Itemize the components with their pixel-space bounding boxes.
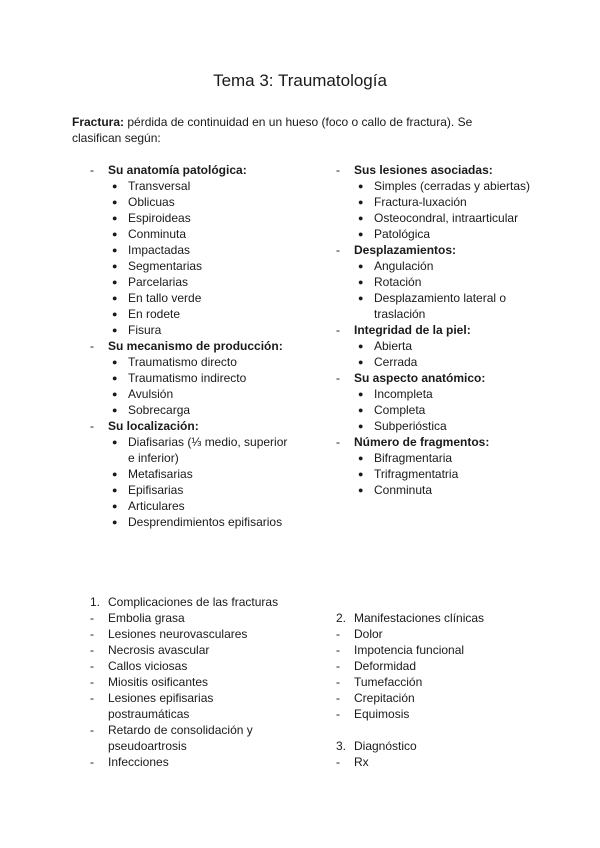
- bullet-icon: ●: [358, 181, 364, 191]
- bullet-item: [90, 226, 290, 242]
- list-item-text: Dolor: [354, 627, 383, 641]
- bullet-text: Fisura: [128, 323, 162, 337]
- bullet-text: Epifisarias: [128, 483, 184, 497]
- bullet-text: Trifragmentatria: [374, 467, 459, 481]
- list-item: [336, 674, 536, 690]
- dash-marker: -: [90, 675, 94, 689]
- dash-marker: -: [90, 339, 94, 353]
- list-item: [336, 642, 536, 658]
- category-label: Sus lesiones asociadas:: [354, 163, 493, 177]
- list-item: [336, 690, 536, 706]
- bullet-item: [90, 322, 290, 338]
- category-label: Integridad de la piel:: [354, 323, 471, 337]
- section-diagnostico: [336, 738, 536, 770]
- bullet-item: [90, 402, 290, 418]
- bullet-item: [90, 482, 290, 498]
- bullet-text: En tallo verde: [128, 291, 202, 305]
- dash-marker: -: [336, 707, 340, 721]
- bullet-text: Traumatismo directo: [128, 355, 237, 369]
- bullet-item: [90, 386, 290, 402]
- bullet-item: [336, 274, 536, 290]
- bullet-item: [90, 274, 290, 290]
- section-heading: [336, 738, 536, 754]
- list-item-text: Miositis osificantes: [108, 675, 209, 689]
- dash-marker: -: [90, 755, 94, 769]
- page-title: Tema 3: Traumatología: [213, 71, 387, 90]
- bullet-icon: ●: [358, 357, 364, 367]
- dash-marker: -: [90, 163, 94, 177]
- bullet-text: Osteocondral, intraarticular: [374, 211, 519, 225]
- bullet-text: Rotación: [374, 275, 422, 289]
- category-row: [90, 162, 290, 178]
- list-item-text: Tumefacción: [354, 675, 423, 689]
- bullet-text: Parcelarias: [128, 275, 189, 289]
- bullet-text: Diafisarias (⅓ medio, superior e inferior): [128, 435, 288, 465]
- bullet-text: Articulares: [128, 499, 185, 513]
- category-label: Número de fragmentos:: [354, 435, 490, 449]
- dash-marker: -: [90, 627, 94, 641]
- bullet-item: [336, 450, 536, 466]
- dash-marker: -: [336, 163, 340, 177]
- bullet-text: Fractura-luxación: [374, 195, 467, 209]
- dash-marker: -: [336, 627, 340, 641]
- list-item: [90, 690, 290, 722]
- bullet-icon: ●: [358, 405, 364, 415]
- list-item-text: Equimosis: [354, 707, 410, 721]
- dash-marker: -: [336, 243, 340, 257]
- category-label: Su localización:: [108, 419, 199, 433]
- bullet-text: Desprendimientos epifisarios: [128, 515, 283, 529]
- bullet-text: Oblicuas: [128, 195, 175, 209]
- dash-marker: -: [336, 755, 340, 769]
- bullet-icon: ●: [112, 261, 118, 271]
- bullet-icon: ●: [358, 229, 364, 239]
- bullet-item: [90, 514, 290, 530]
- bullet-icon: ●: [358, 341, 364, 351]
- category-row: [90, 338, 290, 354]
- bullet-item: [336, 402, 536, 418]
- dash-marker: -: [336, 371, 340, 385]
- bullet-item: [90, 194, 290, 210]
- bullet-icon: ●: [112, 437, 118, 447]
- bullet-item: [336, 482, 536, 498]
- category-label: Su anatomía patológica:: [108, 163, 247, 177]
- list-item-text: Lesiones neurovasculares: [108, 627, 248, 641]
- dash-marker: -: [90, 723, 94, 737]
- bullet-text: Avulsión: [128, 387, 174, 401]
- category-label: Su mecanismo de producción:: [108, 339, 283, 353]
- bullet-text: Subperióstica: [374, 419, 447, 433]
- left-classification-column: [90, 162, 290, 530]
- section-title: Diagnóstico: [354, 739, 417, 753]
- bullet-icon: ●: [112, 405, 118, 415]
- bullet-item: [336, 290, 536, 322]
- list-item: [336, 626, 536, 642]
- bullet-item: [90, 290, 290, 306]
- bullet-item: [336, 418, 536, 434]
- dash-marker: -: [336, 659, 340, 673]
- bullet-icon: ●: [112, 501, 118, 511]
- bullet-item: [90, 306, 290, 322]
- section-heading: [90, 594, 290, 610]
- bullet-text: Conminuta: [128, 227, 187, 241]
- list-item: [336, 754, 536, 770]
- section-number: 1.: [90, 595, 101, 609]
- bullet-item: [336, 354, 536, 370]
- bullet-item: [90, 178, 290, 194]
- bullet-item: [90, 258, 290, 274]
- intro-paragraph: [72, 114, 512, 146]
- dash-marker: -: [336, 691, 340, 705]
- list-item-text: Necrosis avascular: [108, 643, 210, 657]
- bullet-icon: ●: [358, 485, 364, 495]
- category-row: [336, 162, 536, 178]
- bullet-text: Abierta: [374, 339, 413, 353]
- bullet-icon: ●: [112, 373, 118, 383]
- list-item-text: Impotencia funcional: [354, 643, 465, 657]
- intro-term: Fractura:: [72, 115, 125, 129]
- bullet-text: Traumatismo indirecto: [128, 371, 247, 385]
- bullet-item: [90, 466, 290, 482]
- bullet-icon: ●: [358, 277, 364, 287]
- bullet-icon: ●: [112, 197, 118, 207]
- bullet-icon: ●: [112, 325, 118, 335]
- bullet-text: Desplazamiento lateral o traslación: [374, 291, 507, 321]
- bullet-text: Impactadas: [128, 243, 191, 257]
- bullet-item: [336, 178, 536, 194]
- bullet-icon: ●: [112, 277, 118, 287]
- bullet-text: Conminuta: [374, 483, 433, 497]
- bullet-text: Simples (cerradas y abiertas): [374, 179, 531, 193]
- bullet-item: [336, 386, 536, 402]
- bullet-text: Sobrecarga: [128, 403, 191, 417]
- bullet-text: Angulación: [374, 259, 434, 273]
- bullet-text: Bifragmentaria: [374, 451, 453, 465]
- bullet-icon: ●: [358, 197, 364, 207]
- bullet-item: [90, 354, 290, 370]
- list-item-text: Embolia grasa: [108, 611, 185, 625]
- bullet-icon: ●: [112, 389, 118, 399]
- category-row: [336, 370, 536, 386]
- bullet-icon: ●: [358, 261, 364, 271]
- bullet-text: Patológica: [374, 227, 431, 241]
- bullet-icon: ●: [358, 213, 364, 223]
- bullet-icon: ●: [112, 517, 118, 527]
- bullet-item: [336, 466, 536, 482]
- bullet-icon: ●: [112, 485, 118, 495]
- dash-marker: -: [90, 659, 94, 673]
- bullet-icon: ●: [358, 293, 364, 303]
- category-row: [336, 242, 536, 258]
- dash-marker: -: [336, 643, 340, 657]
- section-number: 2.: [336, 611, 347, 625]
- bullet-item: [336, 194, 536, 210]
- list-item: [336, 706, 536, 722]
- category-row: [90, 418, 290, 434]
- section-manifestaciones: [336, 610, 536, 722]
- dash-marker: -: [90, 611, 94, 625]
- bullet-item: [336, 258, 536, 274]
- bullet-icon: ●: [112, 293, 118, 303]
- bullet-icon: ●: [112, 229, 118, 239]
- dash-marker: -: [90, 643, 94, 657]
- list-item: [90, 610, 290, 626]
- list-item: [90, 642, 290, 658]
- right-classification-column: [336, 162, 536, 498]
- bullet-text: Espiroideas: [128, 211, 191, 225]
- bullet-item: [336, 338, 536, 354]
- bullet-text: En rodete: [128, 307, 181, 321]
- bullet-item: [90, 498, 290, 514]
- bullet-item: [90, 210, 290, 226]
- bullet-item: [336, 210, 536, 226]
- list-item: [90, 754, 290, 770]
- bullet-text: Cerrada: [374, 355, 418, 369]
- section-title: Complicaciones de las fracturas: [108, 595, 279, 609]
- bullet-icon: ●: [358, 469, 364, 479]
- section-complicaciones: [90, 594, 290, 770]
- intro-definition: pérdida de continuidad en un hueso (foco o callo de fractura). Se clasifican según:: [72, 115, 473, 145]
- list-item-text: Lesiones epifisarias postraumáticas: [108, 691, 214, 721]
- list-item: [90, 674, 290, 690]
- list-item: [90, 626, 290, 642]
- category-label: Su aspecto anatómico:: [354, 371, 486, 385]
- list-item-text: Infecciones: [108, 755, 169, 769]
- list-item-text: Retardo de consolidación y pseudoartrosis: [108, 723, 253, 753]
- bullet-icon: ●: [112, 213, 118, 223]
- bullet-text: Completa: [374, 403, 426, 417]
- bullet-item: [336, 226, 536, 242]
- bullet-icon: ●: [358, 389, 364, 399]
- bullet-item: [90, 242, 290, 258]
- dash-marker: -: [336, 323, 340, 337]
- section-title: Manifestaciones clínicas: [354, 611, 485, 625]
- section-number: 3.: [336, 739, 347, 753]
- list-item: [90, 722, 290, 754]
- bullet-icon: ●: [112, 181, 118, 191]
- list-item-text: Rx: [354, 755, 369, 769]
- bullet-text: Segmentarias: [128, 259, 203, 273]
- bullet-icon: ●: [112, 245, 118, 255]
- bullet-icon: ●: [112, 469, 118, 479]
- list-item: [90, 658, 290, 674]
- dash-marker: -: [336, 435, 340, 449]
- bullet-icon: ●: [112, 309, 118, 319]
- bullet-icon: ●: [358, 421, 364, 431]
- bullet-text: Incompleta: [374, 387, 433, 401]
- bullet-icon: ●: [112, 357, 118, 367]
- dash-marker: -: [90, 691, 94, 705]
- dash-marker: -: [90, 419, 94, 433]
- list-item-text: Callos viciosas: [108, 659, 188, 673]
- section-heading: [336, 610, 536, 626]
- bullet-text: Transversal: [128, 179, 191, 193]
- dash-marker: -: [336, 675, 340, 689]
- list-item: [336, 658, 536, 674]
- category-row: [336, 434, 536, 450]
- list-item-text: Deformidad: [354, 659, 417, 673]
- bullet-item: [90, 370, 290, 386]
- bullet-item: [90, 434, 290, 466]
- category-row: [336, 322, 536, 338]
- bullet-text: Metafisarias: [128, 467, 193, 481]
- category-label: Desplazamientos:: [354, 243, 457, 257]
- bullet-icon: ●: [358, 453, 364, 463]
- list-item-text: Crepitación: [354, 691, 415, 705]
